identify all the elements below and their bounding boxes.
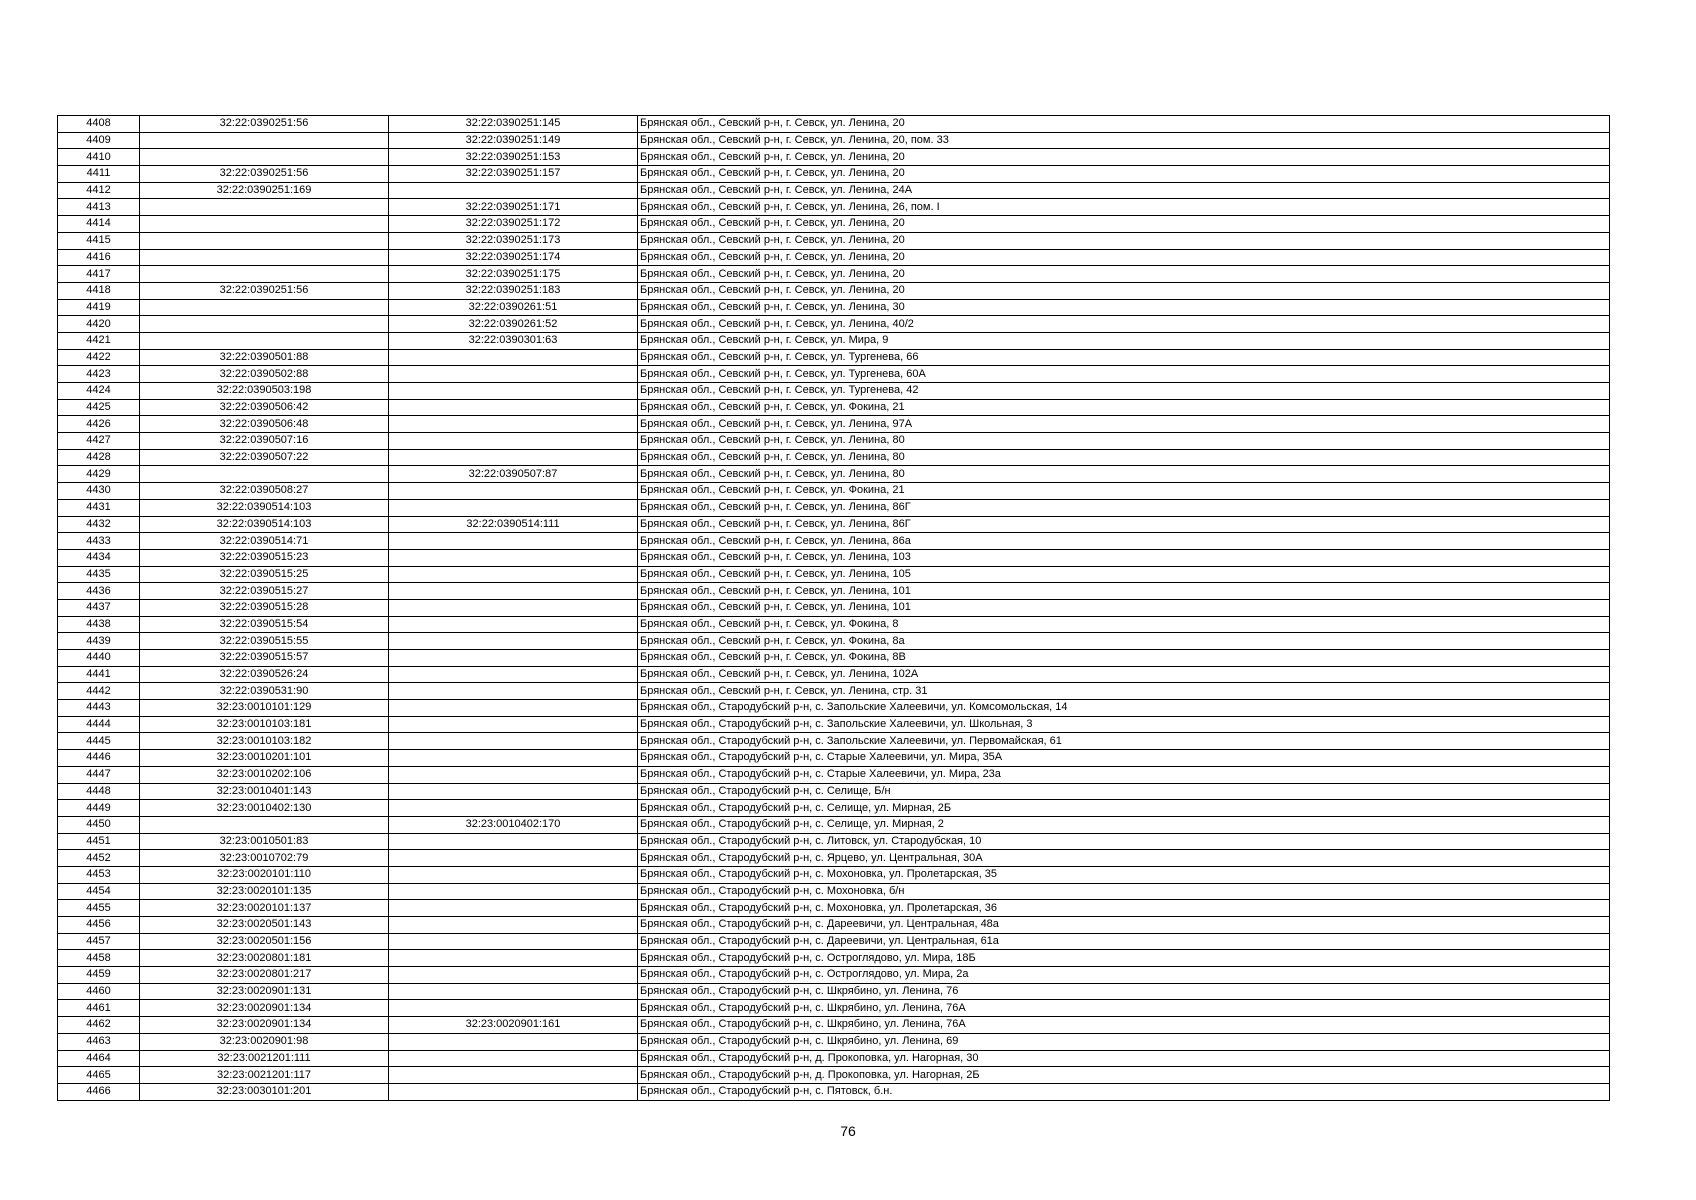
table-row [58,383,1610,400]
cadastral-number-cell [389,1050,638,1067]
cadastral-number-cell [389,533,638,550]
cadastral-number-cell [389,783,638,800]
address-cell: Брянская обл., Севский р-н, г. Севск, ул. Мира, 9 [638,332,1610,349]
address-cell: Брянская обл., Стародубский р-н, с. Запольские Халеевичи, ул. Школьная, 3 [638,716,1610,733]
table-row [58,833,1610,850]
parent-cadastral-number-cell: 32:23:0020901:134 [140,1017,389,1034]
table-row [58,766,1610,783]
parent-cadastral-number-cell [140,216,389,233]
parent-cadastral-number-cell [140,199,389,216]
cadastral-number-cell: 32:22:0390251:157 [389,166,638,183]
address-cell: Брянская обл., Севский р-н, г. Севск, ул. Фокина, 8В [638,650,1610,667]
cadastral-number-cell: 32:22:0390251:145 [389,116,638,133]
table-row [58,666,1610,683]
row-number-cell: 4464 [58,1050,140,1067]
table-row [58,599,1610,616]
row-number-cell: 4420 [58,316,140,333]
table-row [58,933,1610,950]
row-number-cell: 4430 [58,483,140,500]
table-row [58,1000,1610,1017]
row-number-cell: 4453 [58,866,140,883]
table-row [58,299,1610,316]
cadastral-number-cell: 32:22:0390507:87 [389,466,638,483]
table-row [58,116,1610,133]
parent-cadastral-number-cell [140,299,389,316]
parent-cadastral-number-cell: 32:23:0020901:131 [140,983,389,1000]
table-row [58,533,1610,550]
row-number-cell: 4432 [58,516,140,533]
table-row [58,866,1610,883]
table-row [58,483,1610,500]
row-number-cell: 4440 [58,650,140,667]
parent-cadastral-number-cell: 32:22:0390507:16 [140,433,389,450]
row-number-cell: 4463 [58,1033,140,1050]
address-cell: Брянская обл., Севский р-н, г. Севск, ул. Ленина, 97А [638,416,1610,433]
parent-cadastral-number-cell: 32:22:0390251:56 [140,282,389,299]
parent-cadastral-number-cell: 32:22:0390503:198 [140,383,389,400]
address-cell: Брянская обл., Севский р-н, г. Севск, ул. Ленина, 86Г [638,516,1610,533]
parent-cadastral-number-cell: 32:22:0390514:103 [140,499,389,516]
address-cell: Брянская обл., Стародубский р-н, с. Старые Халеевичи, ул. Мира, 23а [638,766,1610,783]
cadastral-number-cell [389,349,638,366]
row-number-cell: 4408 [58,116,140,133]
row-number-cell: 4424 [58,383,140,400]
table-row [58,166,1610,183]
table-row [58,583,1610,600]
parent-cadastral-number-cell: 32:22:0390515:57 [140,650,389,667]
table-row [58,416,1610,433]
table-row [58,1083,1610,1100]
parent-cadastral-number-cell: 32:23:0020501:156 [140,933,389,950]
address-cell: Брянская обл., Севский р-н, г. Севск, ул. Ленина, 101 [638,599,1610,616]
cadastral-number-cell [389,599,638,616]
cadastral-number-cell: 32:23:0010402:170 [389,816,638,833]
table-row [58,633,1610,650]
row-number-cell: 4421 [58,332,140,349]
table-row [58,232,1610,249]
cadastral-number-cell: 32:22:0390261:51 [389,299,638,316]
row-number-cell: 4418 [58,282,140,299]
page-number: 76 [840,1123,856,1139]
address-cell: Брянская обл., Севский р-н, г. Севск, ул. Ленина, 24А [638,182,1610,199]
row-number-cell: 4465 [58,1067,140,1084]
parent-cadastral-number-cell: 32:23:0030101:201 [140,1083,389,1100]
address-cell: Брянская обл., Севский р-н, г. Севск, ул. Ленина, 20 [638,166,1610,183]
address-cell: Брянская обл., Севский р-н, г. Севск, ул. Ленина, 103 [638,549,1610,566]
row-number-cell: 4457 [58,933,140,950]
address-cell: Брянская обл., Севский р-н, г. Севск, ул. Ленина, 105 [638,566,1610,583]
row-number-cell: 4446 [58,750,140,767]
table-row [58,566,1610,583]
address-cell: Брянская обл., Севский р-н, г. Севск, ул. Ленина, 80 [638,449,1610,466]
address-cell: Брянская обл., Севский р-н, г. Севск, ул. Тургенева, 60А [638,366,1610,383]
table-row [58,449,1610,466]
cadastral-number-cell [389,416,638,433]
parent-cadastral-number-cell: 32:22:0390515:25 [140,566,389,583]
parent-cadastral-number-cell [140,249,389,266]
address-cell: Брянская обл., Севский р-н, г. Севск, ул. Фокина, 21 [638,399,1610,416]
row-number-cell: 4425 [58,399,140,416]
row-number-cell: 4426 [58,416,140,433]
address-cell: Брянская обл., Стародубский р-н, с. Дареевичи, ул. Центральная, 61а [638,933,1610,950]
row-number-cell: 4458 [58,950,140,967]
row-number-cell: 4466 [58,1083,140,1100]
parent-cadastral-number-cell: 32:22:0390515:28 [140,599,389,616]
parent-cadastral-number-cell: 32:23:0010103:181 [140,716,389,733]
address-cell: Брянская обл., Стародубский р-н, с. Остроглядово, ул. Мира, 2а [638,967,1610,984]
address-cell: Брянская обл., Севский р-н, г. Севск, ул. Ленина, стр. 31 [638,683,1610,700]
table-row [58,750,1610,767]
table-row [58,332,1610,349]
address-cell: Брянская обл., Стародубский р-н, с. Шкрябино, ул. Ленина, 76А [638,1017,1610,1034]
address-cell: Брянская обл., Севский р-н, г. Севск, ул. Ленина, 20 [638,282,1610,299]
cadastral-number-cell [389,933,638,950]
address-cell: Брянская обл., Севский р-н, г. Севск, ул. Ленина, 20 [638,116,1610,133]
cadastral-number-cell: 32:22:0390251:149 [389,132,638,149]
row-number-cell: 4442 [58,683,140,700]
table-row [58,700,1610,717]
parent-cadastral-number-cell: 32:23:0010501:83 [140,833,389,850]
table-row [58,399,1610,416]
parent-cadastral-number-cell: 32:22:0390515:27 [140,583,389,600]
address-cell: Брянская обл., Севский р-н, г. Севск, ул. Тургенева, 66 [638,349,1610,366]
row-number-cell: 4438 [58,616,140,633]
table-row [58,282,1610,299]
cadastral-number-cell [389,1033,638,1050]
address-cell: Брянская обл., Севский р-н, г. Севск, ул. Ленина, 20 [638,149,1610,166]
cadastral-number-cell [389,733,638,750]
cadastral-number-cell: 32:22:0390251:171 [389,199,638,216]
address-cell: Брянская обл., Стародубский р-н, с. Ярцево, ул. Центральная, 30А [638,850,1610,867]
address-cell: Брянская обл., Стародубский р-н, с. Дареевичи, ул. Центральная, 48а [638,917,1610,934]
cadastral-number-cell [389,383,638,400]
cadastral-number-cell [389,666,638,683]
row-number-cell: 4447 [58,766,140,783]
row-number-cell: 4443 [58,700,140,717]
parent-cadastral-number-cell [140,132,389,149]
table-row [58,132,1610,149]
parent-cadastral-number-cell: 32:23:0021201:117 [140,1067,389,1084]
address-cell: Брянская обл., Стародубский р-н, с. Запольские Халеевичи, ул. Первомайская, 61 [638,733,1610,750]
row-number-cell: 4459 [58,967,140,984]
parent-cadastral-number-cell: 32:23:0010402:130 [140,800,389,817]
row-number-cell: 4410 [58,149,140,166]
row-number-cell: 4448 [58,783,140,800]
parent-cadastral-number-cell: 32:23:0010101:129 [140,700,389,717]
cadastral-number-cell [389,499,638,516]
cadastral-number-cell [389,866,638,883]
cadastral-number-cell [389,1067,638,1084]
cadastral-number-cell [389,800,638,817]
row-number-cell: 4409 [58,132,140,149]
cadastral-number-cell [389,549,638,566]
row-number-cell: 4439 [58,633,140,650]
table-row [58,149,1610,166]
address-cell: Брянская обл., Севский р-н, г. Севск, ул. Ленина, 86Г [638,499,1610,516]
address-cell: Брянская обл., Севский р-н, г. Севск, ул. Фокина, 8 [638,616,1610,633]
cadastral-number-cell [389,883,638,900]
row-number-cell: 4416 [58,249,140,266]
cadastral-number-cell [389,950,638,967]
row-number-cell: 4444 [58,716,140,733]
parent-cadastral-number-cell [140,816,389,833]
parent-cadastral-number-cell: 32:23:0021201:111 [140,1050,389,1067]
cadastral-number-cell: 32:22:0390251:153 [389,149,638,166]
address-cell: Брянская обл., Севский р-н, г. Севск, ул. Ленина, 101 [638,583,1610,600]
table-row [58,917,1610,934]
cadastral-number-cell: 32:23:0020901:161 [389,1017,638,1034]
table-row [58,1017,1610,1034]
cadastral-number-cell [389,483,638,500]
address-cell: Брянская обл., Стародубский р-н, с. Селище, ул. Мирная, 2 [638,816,1610,833]
parent-cadastral-number-cell: 32:22:0390526:24 [140,666,389,683]
row-number-cell: 4413 [58,199,140,216]
parent-cadastral-number-cell: 32:22:0390251:169 [140,182,389,199]
address-cell: Брянская обл., Стародубский р-н, с. Остроглядово, ул. Мира, 18Б [638,950,1610,967]
row-number-cell: 4427 [58,433,140,450]
cadastral-number-cell [389,616,638,633]
table-row [58,466,1610,483]
cadastral-number-cell [389,983,638,1000]
table-row [58,1067,1610,1084]
row-number-cell: 4437 [58,599,140,616]
cadastral-number-cell [389,1083,638,1100]
parent-cadastral-number-cell: 32:23:0010401:143 [140,783,389,800]
cadastral-number-cell: 32:22:0390301:63 [389,332,638,349]
cadastral-number-cell: 32:22:0390251:173 [389,232,638,249]
cadastral-number-cell [389,967,638,984]
table-row [58,199,1610,216]
parent-cadastral-number-cell: 32:23:0020501:143 [140,917,389,934]
row-number-cell: 4452 [58,850,140,867]
table-row [58,683,1610,700]
table-row [58,850,1610,867]
cadastral-number-cell: 32:22:0390251:183 [389,282,638,299]
table-row [58,883,1610,900]
row-number-cell: 4456 [58,917,140,934]
row-number-cell: 4434 [58,549,140,566]
parent-cadastral-number-cell: 32:22:0390515:55 [140,633,389,650]
row-number-cell: 4411 [58,166,140,183]
table-row [58,733,1610,750]
row-number-cell: 4423 [58,366,140,383]
cadastral-number-cell [389,399,638,416]
cadastral-number-cell [389,182,638,199]
table-row [58,650,1610,667]
address-cell: Брянская обл., Стародубский р-н, с. Мохоновка, ул. Пролетарская, 36 [638,900,1610,917]
parent-cadastral-number-cell: 32:22:0390506:48 [140,416,389,433]
parent-cadastral-number-cell: 32:22:0390251:56 [140,166,389,183]
cadastral-number-cell [389,650,638,667]
parent-cadastral-number-cell [140,466,389,483]
row-number-cell: 4445 [58,733,140,750]
cadastral-number-cell [389,833,638,850]
table-row [58,716,1610,733]
table-row [58,549,1610,566]
table-row [58,783,1610,800]
table-row [58,349,1610,366]
table-row [58,816,1610,833]
cadastral-number-cell [389,700,638,717]
row-number-cell: 4435 [58,566,140,583]
table-row [58,216,1610,233]
table-row [58,900,1610,917]
parent-cadastral-number-cell: 32:23:0020101:137 [140,900,389,917]
parent-cadastral-number-cell: 32:22:0390515:23 [140,549,389,566]
parent-cadastral-number-cell [140,149,389,166]
parent-cadastral-number-cell: 32:22:0390508:27 [140,483,389,500]
address-cell: Брянская обл., Стародубский р-н, с. Шкрябино, ул. Ленина, 76А [638,1000,1610,1017]
parent-cadastral-number-cell: 32:23:0020801:181 [140,950,389,967]
address-cell: Брянская обл., Севский р-н, г. Севск, ул. Ленина, 30 [638,299,1610,316]
row-number-cell: 4462 [58,1017,140,1034]
address-cell: Брянская обл., Севский р-н, г. Севск, ул. Ленина, 80 [638,433,1610,450]
cadastral-number-cell: 32:22:0390251:172 [389,216,638,233]
cadastral-number-cell [389,449,638,466]
parent-cadastral-number-cell [140,266,389,283]
table-row [58,266,1610,283]
address-cell: Брянская обл., Севский р-н, г. Севск, ул. Ленина, 80 [638,466,1610,483]
row-number-cell: 4436 [58,583,140,600]
address-cell: Брянская обл., Севский р-н, г. Севск, ул. Ленина, 20 [638,216,1610,233]
address-cell: Брянская обл., Севский р-н, г. Севск, ул. Ленина, 20 [638,232,1610,249]
address-cell: Брянская обл., Стародубский р-н, с. Литовск, ул. Стародубская, 10 [638,833,1610,850]
address-cell: Брянская обл., Стародубский р-н, с. Селище, Б/н [638,783,1610,800]
parent-cadastral-number-cell: 32:23:0020101:110 [140,866,389,883]
table-row [58,1033,1610,1050]
parent-cadastral-number-cell: 32:22:0390507:22 [140,449,389,466]
cadastral-number-cell: 32:22:0390261:52 [389,316,638,333]
row-number-cell: 4460 [58,983,140,1000]
parent-cadastral-number-cell: 32:22:0390506:42 [140,399,389,416]
address-cell: Брянская обл., Стародубский р-н, с. Шкрябино, ул. Ленина, 69 [638,1033,1610,1050]
row-number-cell: 4431 [58,499,140,516]
parent-cadastral-number-cell [140,316,389,333]
parent-cadastral-number-cell: 32:23:0010103:182 [140,733,389,750]
parent-cadastral-number-cell: 32:22:0390515:54 [140,616,389,633]
cadastral-number-cell: 32:22:0390251:175 [389,266,638,283]
row-number-cell: 4449 [58,800,140,817]
parent-cadastral-number-cell: 32:22:0390514:103 [140,516,389,533]
parent-cadastral-number-cell [140,332,389,349]
address-cell: Брянская обл., Стародубский р-н, с. Старые Халеевичи, ул. Мира, 35А [638,750,1610,767]
address-cell: Брянская обл., Стародубский р-н, д. Прокоповка, ул. Нагорная, 2Б [638,1067,1610,1084]
cadastral-number-cell [389,633,638,650]
cadastral-number-cell [389,1000,638,1017]
address-cell: Брянская обл., Стародубский р-н, с. Мохоновка, б/н [638,883,1610,900]
row-number-cell: 4433 [58,533,140,550]
table-row [58,983,1610,1000]
cadastral-number-cell [389,583,638,600]
parent-cadastral-number-cell: 32:22:0390251:56 [140,116,389,133]
cadastral-number-cell [389,716,638,733]
table-row [58,249,1610,266]
row-number-cell: 4441 [58,666,140,683]
cadastral-number-cell [389,683,638,700]
cadastral-number-cell [389,766,638,783]
table-row [58,967,1610,984]
parent-cadastral-number-cell: 32:23:0020901:98 [140,1033,389,1050]
cadastral-number-cell [389,750,638,767]
address-cell: Брянская обл., Севский р-н, г. Севск, ул. Ленина, 20 [638,249,1610,266]
row-number-cell: 4419 [58,299,140,316]
table-row [58,950,1610,967]
cadastral-number-cell [389,917,638,934]
parent-cadastral-number-cell: 32:23:0010201:101 [140,750,389,767]
address-cell: Брянская обл., Севский р-н, г. Севск, ул. Фокина, 21 [638,483,1610,500]
row-number-cell: 4415 [58,232,140,249]
parent-cadastral-number-cell: 32:22:0390531:90 [140,683,389,700]
row-number-cell: 4429 [58,466,140,483]
table-row [58,316,1610,333]
row-number-cell: 4455 [58,900,140,917]
cadastral-number-cell: 32:22:0390251:174 [389,249,638,266]
table-row [58,433,1610,450]
address-cell: Брянская обл., Севский р-н, г. Севск, ул. Ленина, 26, пом. I [638,199,1610,216]
address-cell: Брянская обл., Севский р-н, г. Севск, ул. Ленина, 20, пом. 33 [638,132,1610,149]
row-number-cell: 4414 [58,216,140,233]
address-cell: Брянская обл., Севский р-н, г. Севск, ул. Ленина, 102А [638,666,1610,683]
address-cell: Брянская обл., Севский р-н, г. Севск, ул. Ленина, 86а [638,533,1610,550]
address-cell: Брянская обл., Севский р-н, г. Севск, ул. Ленина, 20 [638,266,1610,283]
row-number-cell: 4451 [58,833,140,850]
table-row [58,499,1610,516]
row-number-cell: 4454 [58,883,140,900]
address-cell: Брянская обл., Севский р-н, г. Севск, ул. Ленина, 40/2 [638,316,1610,333]
address-cell: Брянская обл., Стародубский р-н, д. Прокоповка, ул. Нагорная, 30 [638,1050,1610,1067]
parent-cadastral-number-cell [140,232,389,249]
address-cell: Брянская обл., Стародубский р-н, с. Шкрябино, ул. Ленина, 76 [638,983,1610,1000]
address-cell: Брянская обл., Стародубский р-н, с. Мохоновка, ул. Пролетарская, 35 [638,866,1610,883]
table-row [58,1050,1610,1067]
cadastral-number-cell [389,566,638,583]
table-row [58,182,1610,199]
table-row [58,800,1610,817]
cadastral-number-cell: 32:22:0390514:111 [389,516,638,533]
property-register-table [57,115,1610,1101]
row-number-cell: 4461 [58,1000,140,1017]
cadastral-number-cell [389,850,638,867]
address-cell: Брянская обл., Стародубский р-н, с. Пятовск, б.н. [638,1083,1610,1100]
parent-cadastral-number-cell: 32:23:0020801:217 [140,967,389,984]
cadastral-number-cell [389,433,638,450]
row-number-cell: 4422 [58,349,140,366]
row-number-cell: 4412 [58,182,140,199]
cadastral-number-cell [389,900,638,917]
parent-cadastral-number-cell: 32:23:0020901:134 [140,1000,389,1017]
address-cell: Брянская обл., Севский р-н, г. Севск, ул. Тургенева, 42 [638,383,1610,400]
address-cell: Брянская обл., Севский р-н, г. Севск, ул. Фокина, 8а [638,633,1610,650]
parent-cadastral-number-cell: 32:22:0390501:88 [140,349,389,366]
table-row [58,616,1610,633]
row-number-cell: 4428 [58,449,140,466]
table-row [58,516,1610,533]
row-number-cell: 4417 [58,266,140,283]
parent-cadastral-number-cell: 32:22:0390502:88 [140,366,389,383]
parent-cadastral-number-cell: 32:22:0390514:71 [140,533,389,550]
parent-cadastral-number-cell: 32:23:0010702:79 [140,850,389,867]
address-cell: Брянская обл., Стародубский р-н, с. Селище, ул. Мирная, 2Б [638,800,1610,817]
parent-cadastral-number-cell: 32:23:0020101:135 [140,883,389,900]
parent-cadastral-number-cell: 32:23:0010202:106 [140,766,389,783]
table-body [58,116,1610,1101]
table-row [58,366,1610,383]
cadastral-number-cell [389,366,638,383]
address-cell: Брянская обл., Стародубский р-н, с. Запольские Халеевичи, ул. Комсомольская, 14 [638,700,1610,717]
row-number-cell: 4450 [58,816,140,833]
